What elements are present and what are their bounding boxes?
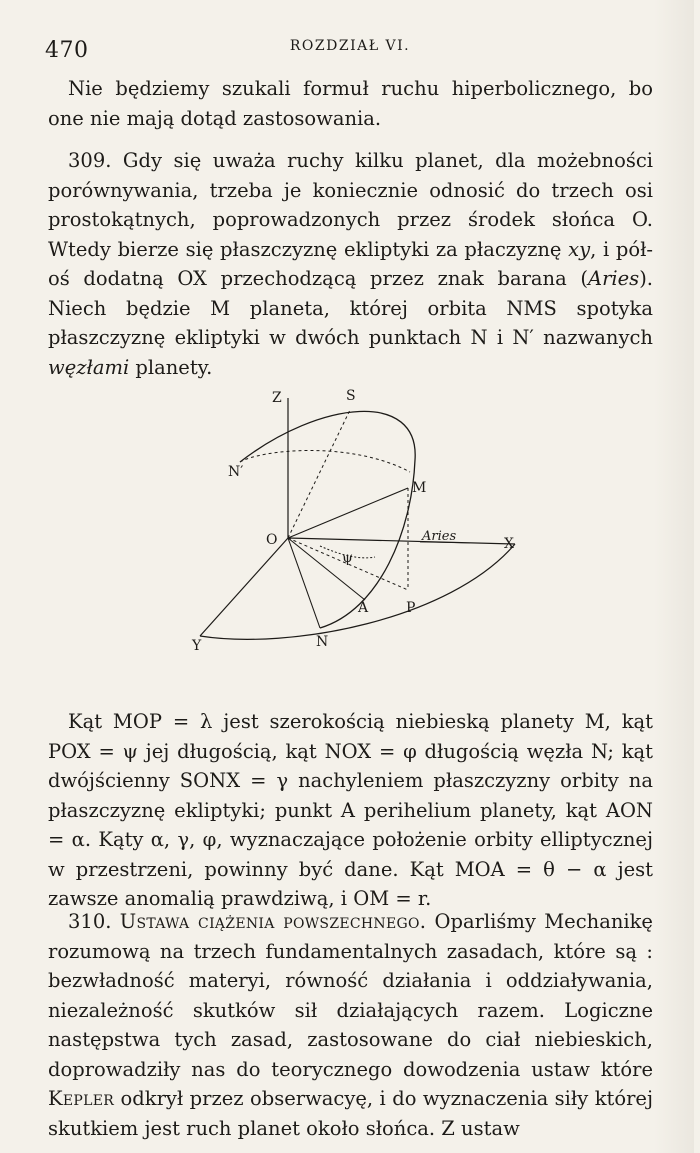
- p4-text-a: Oparliśmy Mechanikę rozumową na trzech fundamentalnych zasadach, które są : bezwładność materyi, równość działania i oddziaływania, niezależność skutków sił działających razem. Logiczne następstwa tych zasad, zastosowane do ciał niebieskich, doprowadziły nas do teorycznego dowodzenia ustaw które: [48, 910, 653, 1081]
- page-number: 470: [45, 38, 89, 63]
- line-om: [288, 488, 408, 538]
- p2-text-b: , i pół-oś dodatną OX przechodzącą przez znak barana (: [48, 237, 654, 290]
- p4-kepler: Kepler: [48, 1087, 115, 1110]
- p2-nodes: węzłami: [48, 355, 130, 379]
- p2-aries: Aries: [588, 267, 640, 290]
- p2-text-d: planety.: [129, 355, 213, 379]
- label-aries: Aries: [422, 529, 457, 544]
- running-head: ROZDZIAŁ VI.: [289, 38, 411, 54]
- paragraph-310: [48, 907, 653, 1143]
- label-m: M: [412, 480, 427, 496]
- p4-number: 310.: [68, 910, 120, 933]
- label-y: Y: [192, 638, 202, 654]
- page-edge-shade: [654, 0, 694, 1153]
- page-header: [45, 38, 655, 68]
- label-s: S: [346, 388, 356, 404]
- p4-text-b: odkrył przez obserwacyę, i do wyznaczenia siły której skutkiem jest ruch planet około słońca. Z ustaw: [48, 1087, 653, 1140]
- section-title: Ustawa ciążenia powszechnego.: [119, 910, 427, 933]
- p2-xy: xy: [568, 237, 591, 261]
- p2-text-c: ). Niech będzie M planeta, której orbita NMS spotyka płaszczyznę ekliptyki w dwóch punktach N i N′ nazwanych: [48, 267, 653, 349]
- paragraph-angles: Kąt MOP = λ jest szerokością niebieską planety M, kąt POX = ψ jej długością, kąt NOX = φ długością węzła N; kąt dwójścienny SONX = γ nachyleniem płaszczyzny orbity na płaszczyznę ekliptyki; punkt A perihelium planety, kąt AON = α. Kąty α, γ, φ, wyznaczające położenie orbity elliptycznej w przestrzeni, powinny być dane. Kąt MOA = θ − α jest zawsze anomalią prawdziwą, i OM = r.: [48, 710, 653, 910]
- axis-y: [200, 538, 288, 636]
- label-n-prime: N′: [228, 464, 244, 480]
- ecliptic-arc: [200, 544, 515, 639]
- label-n: N: [316, 634, 329, 650]
- label-a: A: [358, 600, 369, 616]
- label-psi: ψ: [342, 550, 353, 566]
- label-o: O: [266, 532, 278, 548]
- axis-x: [288, 538, 515, 544]
- orbit-diagram: [170, 380, 550, 670]
- label-p: P: [406, 600, 416, 616]
- label-z: Z: [272, 390, 282, 406]
- label-x: X: [504, 536, 514, 552]
- p2-text-a: 309. Gdy się uważa ruchy kilku planet, dla możebności porównywania, trzeba je koniecznie odnosić do trzech osi prostokątnych, poprowadzonych przez środek słońca O. Wtedy bierze się płaszczyznę ekliptyki za płaczyznę: [48, 149, 653, 261]
- paragraph-hyperbolic: Nie będziemy szukali formuł ruchu hiperbolicznego, bo one nie mają dotąd zastosowania.: [48, 77, 653, 130]
- orbit-arc: [240, 411, 415, 628]
- line-os: [288, 410, 350, 538]
- paragraph-309: [48, 146, 653, 382]
